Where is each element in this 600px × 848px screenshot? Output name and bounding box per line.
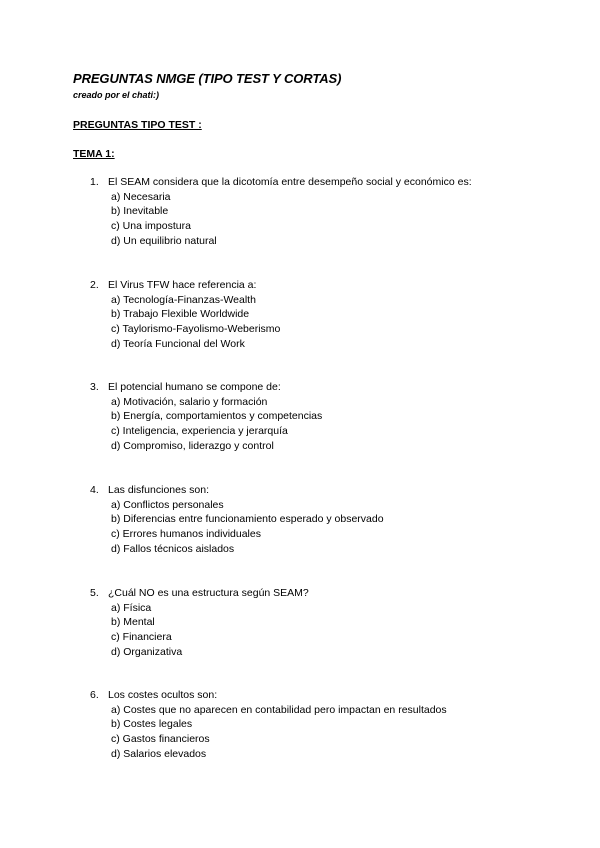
option-d: d) Organizativa — [111, 645, 183, 658]
question-2 — [90, 278, 280, 351]
answer-options — [90, 293, 280, 352]
option-c: c) Una impostura — [111, 220, 191, 233]
option-a: a) Conflictos personales — [111, 498, 224, 511]
option-d: d) Compromiso, liderazgo y control — [111, 439, 274, 452]
option-b: b) Energía, comportamientos y competencias — [111, 410, 323, 423]
option-b: b) Diferencias entre funcionamiento esperado y observado — [111, 513, 384, 526]
option-c: c) Taylorismo-Fayolismo-Weberismo — [111, 323, 281, 336]
topic-heading: TEMA 1: — [73, 148, 115, 160]
question-text: El Virus TFW hace referencia a: — [108, 279, 257, 291]
answer-options — [90, 498, 384, 557]
option-c: c) Financiera — [111, 631, 172, 644]
option-a: a) Física — [111, 601, 152, 614]
question-number: 1. — [90, 176, 99, 188]
option-c: c) Errores humanos individuales — [111, 528, 261, 541]
section-heading: PREGUNTAS TIPO TEST : — [73, 119, 202, 131]
question-5 — [90, 586, 309, 659]
question-3 — [90, 380, 322, 453]
answer-options — [90, 601, 309, 660]
question-text: El SEAM considera que la dicotomía entre desempeño social y económico es: — [108, 176, 472, 188]
question-number: 2. — [90, 279, 99, 291]
option-d: d) Teoría Funcional del Work — [111, 337, 245, 350]
question-1 — [90, 175, 472, 248]
document-title: PREGUNTAS NMGE (TIPO TEST Y CORTAS) — [73, 71, 342, 86]
option-c: c) Gastos financieros — [111, 733, 210, 746]
option-c: c) Inteligencia, experiencia y jerarquía — [111, 425, 288, 438]
option-a: a) Costes que no aparecen en contabilidad pero impactan en resultados — [111, 703, 447, 716]
option-a: a) Tecnología-Finanzas-Wealth — [111, 293, 256, 306]
option-d: d) Un equilibrio natural — [111, 234, 217, 247]
question-text: El potencial humano se compone de: — [108, 381, 281, 393]
question-number: 4. — [90, 484, 99, 496]
option-a: a) Necesaria — [111, 190, 171, 203]
option-b: b) Mental — [111, 616, 155, 629]
question-6 — [90, 688, 447, 761]
option-d: d) Salarios elevados — [111, 747, 207, 760]
answer-options — [90, 703, 447, 762]
option-d: d) Fallos técnicos aislados — [111, 542, 235, 555]
option-b: b) Trabajo Flexible Worldwide — [111, 308, 250, 321]
option-a: a) Motivación, salario y formación — [111, 395, 268, 408]
question-number: 3. — [90, 381, 99, 393]
option-b: b) Costes legales — [111, 718, 193, 731]
document-subtitle: creado por el chati:) — [73, 90, 160, 100]
question-number: 6. — [90, 689, 99, 701]
question-text: Las disfunciones son: — [108, 484, 209, 496]
option-b: b) Inevitable — [111, 205, 169, 218]
question-text: ¿Cuál NO es una estructura según SEAM? — [108, 587, 309, 599]
answer-options — [90, 395, 322, 454]
question-text: Los costes ocultos son: — [108, 689, 218, 701]
answer-options — [90, 190, 472, 249]
question-4 — [90, 483, 384, 556]
question-number: 5. — [90, 587, 99, 599]
